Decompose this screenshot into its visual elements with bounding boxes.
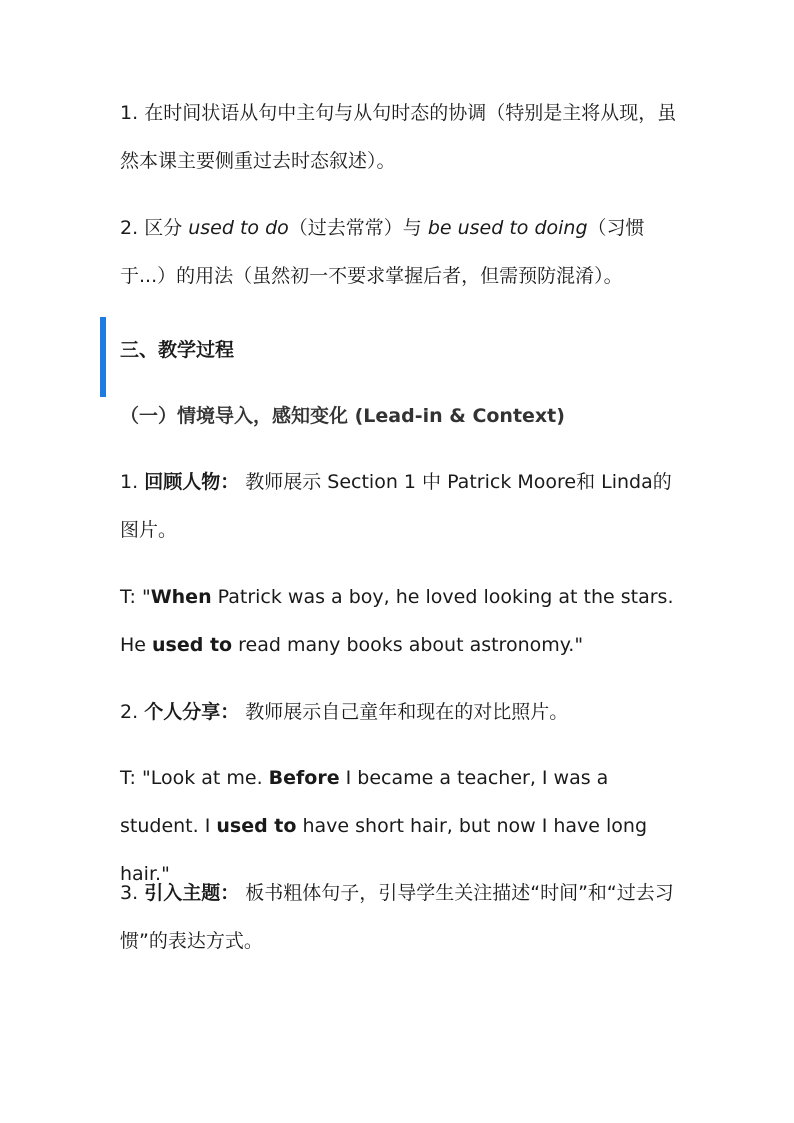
teacher-line-2-text-1: I became a teacher, I was a student. I — [120, 767, 609, 837]
objective-2-number: 2. — [120, 217, 139, 239]
step-3 — [120, 869, 680, 965]
teacher-line-1 — [120, 573, 680, 669]
teacher-line-2-text-2: have short hair, but now I have long hair." — [120, 815, 648, 885]
objective-2-pre: 区分 — [144, 217, 189, 239]
step-1 — [120, 458, 680, 554]
teacher-line-1-text-1: Patrick was a boy, he loved looking at the stars. He — [120, 586, 674, 656]
section-3-heading: 三、教学过程 — [120, 339, 235, 361]
step-3-number: 3. — [120, 882, 139, 904]
phrase-used-to-do: used to do — [188, 217, 289, 239]
step-3-label: 引入主题： — [144, 882, 240, 904]
step-3-text: 板书粗体句子，引导学生关注描述“时间”和“过去习惯”的表达方式。 — [120, 882, 674, 952]
step-1-number: 1. — [120, 471, 139, 493]
teacher-line-1-prefix: T: " — [120, 586, 151, 608]
objective-2-mid: （过去常常）与 — [288, 217, 428, 239]
teacher-line-1-bold-when: When — [150, 586, 212, 608]
teacher-line-2-bold-used-to: used to — [216, 815, 297, 837]
step-2-text: 教师展示自己童年和现在的对比照片。 — [239, 701, 569, 723]
step-2-number: 2. — [120, 701, 139, 723]
phrase-be-used-to-doing: be used to doing — [427, 217, 588, 239]
step-2 — [120, 688, 680, 736]
teacher-line-1-text-2: read many books about astronomy." — [232, 634, 584, 656]
teacher-line-2-bold-before: Before — [268, 767, 340, 789]
objective-2 — [120, 204, 680, 300]
step-1-text: 教师展示 Section 1 中 Patrick Moore和 Linda的图片。 — [120, 471, 672, 541]
section-heading-bar — [100, 317, 106, 397]
step-1-label: 回顾人物： — [144, 471, 240, 493]
teacher-line-2-prefix: T: "Look at me. — [120, 767, 269, 789]
subsection-1-heading: （一）情境导入，感知变化 (Lead-in & Context) — [120, 405, 565, 427]
objective-1-text: 在时间状语从句中主句与从句时态的协调（特别是主将从现，虽然本课主要侧重过去时态叙述）。 — [120, 102, 677, 172]
objective-1 — [120, 89, 680, 185]
step-2-label: 个人分享： — [144, 701, 240, 723]
teacher-line-1-bold-used-to: used to — [152, 634, 233, 656]
objective-1-number: 1. — [120, 102, 139, 124]
objective-2-post: （习惯于...）的用法（虽然初一不要求掌握后者，但需预防混淆）。 — [120, 217, 645, 287]
